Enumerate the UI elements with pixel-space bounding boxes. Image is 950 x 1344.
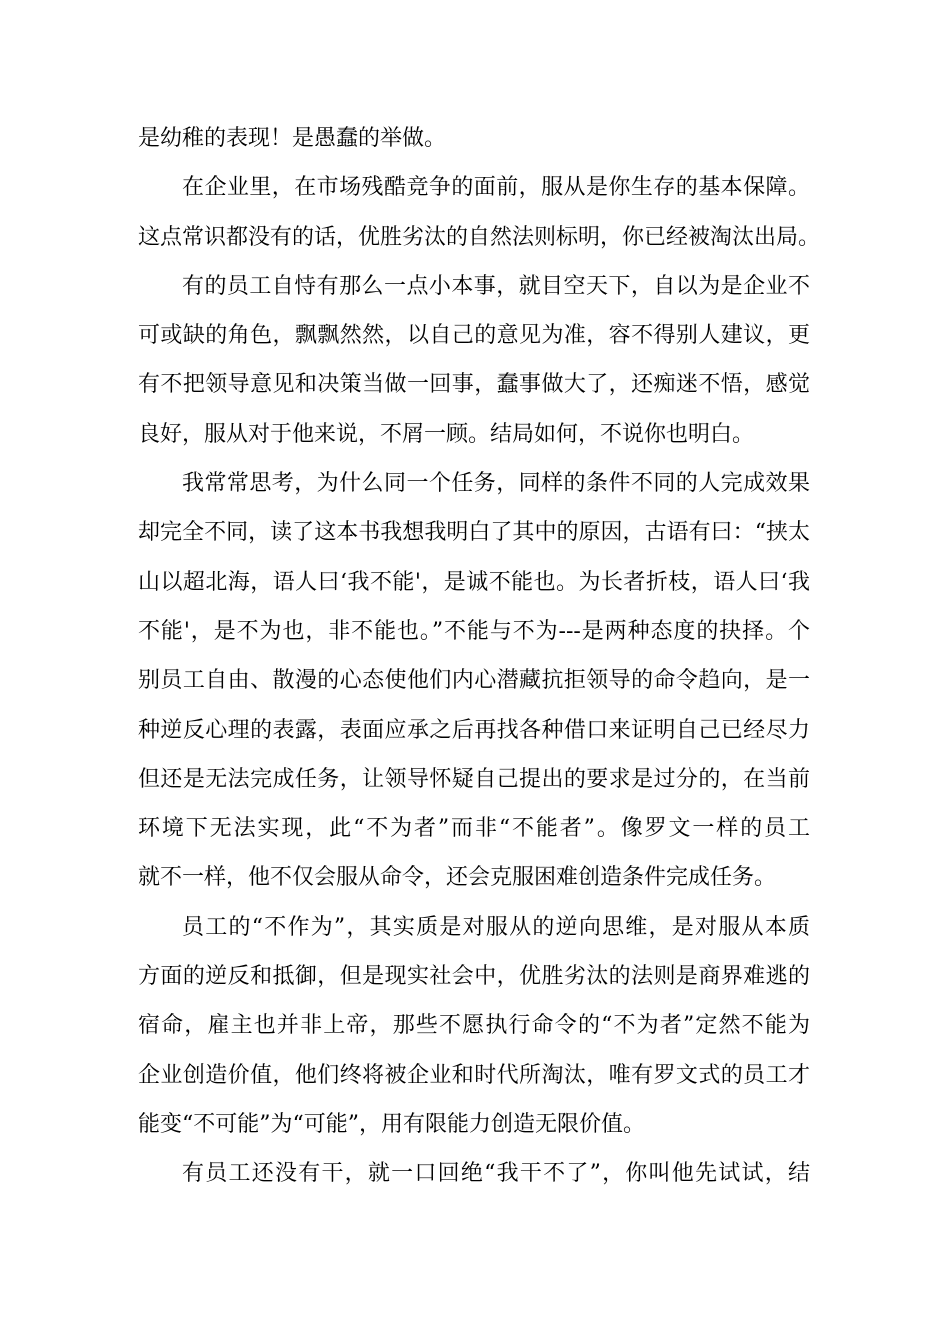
text-line: 可或缺的角色，飘飘然然，以自己的意见为准，容不得别人建议，更 bbox=[138, 323, 810, 349]
text-line: 在企业里，在市场残酷竞争的面前，服从是你生存的基本保障。 bbox=[182, 175, 810, 201]
text-line: 环境下无法实现，此“不为者”而非“不能者”。像罗文一样的员工 bbox=[138, 816, 810, 842]
text-line: 有不把领导意见和决策当做一回事，蠢事做大了，还痴迷不悟，感觉 bbox=[138, 372, 810, 398]
paragraph bbox=[138, 262, 810, 459]
text-line: 我常常思考，为什么同一个任务，同样的条件不同的人完成效果 bbox=[182, 471, 810, 497]
text-line: 就不一样，他不仅会服从命令，还会克服困难创造条件完成任务。 bbox=[138, 865, 777, 891]
paragraph bbox=[138, 1149, 810, 1198]
text-line: 能变“不可能”为“可能”，用有限能力创造无限价值。 bbox=[138, 1111, 645, 1137]
text-line: 良好，服从对于他来说，不屑一顾。结局如何，不说你也明白。 bbox=[138, 421, 755, 447]
text-line: 员工的“不作为”，其实质是对服从的逆向思维，是对服从本质 bbox=[182, 914, 810, 940]
text-line: 企业创造价值，他们终将被企业和时代所淘汰，唯有罗文式的员工才 bbox=[138, 1062, 810, 1088]
text-line: 却完全不同，读了这本书我想我明白了其中的原因，古语有曰：“挟太 bbox=[138, 520, 810, 546]
paragraph bbox=[138, 903, 810, 1149]
paragraph bbox=[138, 114, 810, 163]
text-line: 山以超北海，语人曰‘我不能'，是诚不能也。为长者折枝，语人曰‘我 bbox=[138, 569, 810, 595]
paragraph bbox=[138, 163, 821, 262]
paragraph bbox=[138, 459, 810, 903]
text-line: 别员工自由、散漫的心态使他们内心潜藏抗拒领导的命令趋向，是一 bbox=[138, 668, 810, 694]
text-line: 有的员工自恃有那么一点小本事，就目空天下，自以为是企业不 bbox=[182, 273, 810, 299]
text-line: 方面的逆反和抵御，但是现实社会中，优胜劣汰的法则是商界难逃的 bbox=[138, 964, 810, 990]
text-line: 这点常识都没有的话，优胜劣汰的自然法则标明，你已经被淘汰出局。 bbox=[138, 224, 821, 250]
text-line: 是幼稚的表现！是愚蠢的举做。 bbox=[138, 126, 447, 151]
text-line: 但还是无法完成任务，让领导怀疑自己提出的要求是过分的，在当前 bbox=[138, 766, 810, 792]
text-line: 有员工还没有干，就一口回绝“我干不了”，你叫他先试试，结 bbox=[182, 1161, 810, 1187]
text-line: 宿命，雇主也并非上帝，那些不愿执行命令的“不为者”定然不能为 bbox=[138, 1013, 810, 1039]
document-body bbox=[138, 114, 821, 1199]
text-line: 种逆反心理的表露，表面应承之后再找各种借口来证明自己已经尽力 bbox=[138, 717, 810, 743]
text-line: 不能'，是不为也，非不能也。”不能与不为---是两种态度的抉择。个 bbox=[138, 618, 810, 644]
